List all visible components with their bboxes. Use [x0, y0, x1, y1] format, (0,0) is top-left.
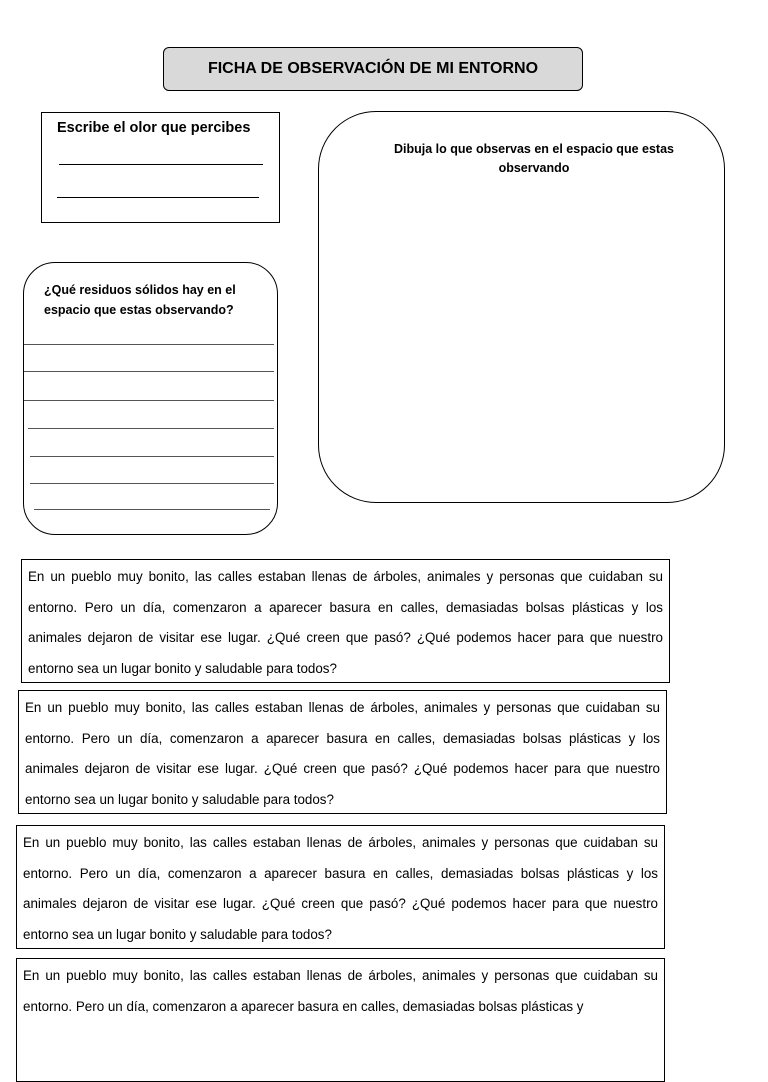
- story-box: [16, 825, 665, 949]
- story-box: [18, 690, 667, 814]
- residues-answer-line[interactable]: [24, 400, 274, 401]
- worksheet-title-box: [163, 47, 583, 91]
- residues-answer-line[interactable]: [24, 344, 274, 345]
- drawing-area[interactable]: [318, 111, 725, 503]
- residues-answer-line[interactable]: [24, 371, 274, 372]
- residues-answer-line[interactable]: [30, 483, 274, 484]
- smell-label: Escribe el olor que percibes: [57, 120, 251, 136]
- story-text: En un pueblo muy bonito, las calles estaban llenas de árboles, animales y personas que cuidaban su entorno. Pero un día, comenzaron a aparecer basura en calles, demasiadas bolsas plásticas y los animales dejaron de visitar ese lugar. ¿Qué creen que pasó? ¿Qué podemos hacer para que nuestro entorno sea un lugar bonito y saludable para todos?: [23, 835, 658, 942]
- residues-answer-line[interactable]: [34, 509, 270, 510]
- residues-answer-line[interactable]: [28, 428, 274, 429]
- worksheet-title: FICHA DE OBSERVACIÓN DE MI ENTORNO: [207, 60, 539, 77]
- smell-answer-line[interactable]: [57, 197, 259, 198]
- residues-box: [23, 262, 278, 535]
- residues-answer-line[interactable]: [30, 456, 274, 457]
- smell-box: [41, 112, 280, 223]
- story-box: [21, 559, 670, 683]
- story-text: En un pueblo muy bonito, las calles estaban llenas de árboles, animales y personas que cuidaban su entorno. Pero un día, comenzaron a aparecer basura en calles, demasiadas bolsas plásticas y los animales dejaron de visitar ese lugar. ¿Qué creen que pasó? ¿Qué podemos hacer para que nuestro entorno sea un lugar bonito y saludable para todos?: [25, 700, 660, 807]
- story-text: En un pueblo muy bonito, las calles estaban llenas de árboles, animales y personas que cuidaban su entorno. Pero un día, comenzaron a aparecer basura en calles, demasiadas bolsas plásticas y los animales dejaron de visitar ese lugar. ¿Qué creen que pasó? ¿Qué podemos hacer para que nuestro entorno sea un lugar bonito y saludable para todos?: [28, 569, 663, 676]
- smell-answer-line[interactable]: [59, 164, 263, 165]
- residues-question: ¿Qué residuos sólidos hay en el espacio que estas observando?: [44, 283, 236, 317]
- story-box: [16, 958, 665, 1082]
- drawing-label: Dibuja lo que observas en el espacio que estas observando: [394, 142, 674, 175]
- story-text: En un pueblo muy bonito, las calles estaban llenas de árboles, animales y personas que cuidaban su entorno. Pero un día, comenzaron a aparecer basura en calles, demasiadas bolsas plásticas y: [23, 968, 658, 1014]
